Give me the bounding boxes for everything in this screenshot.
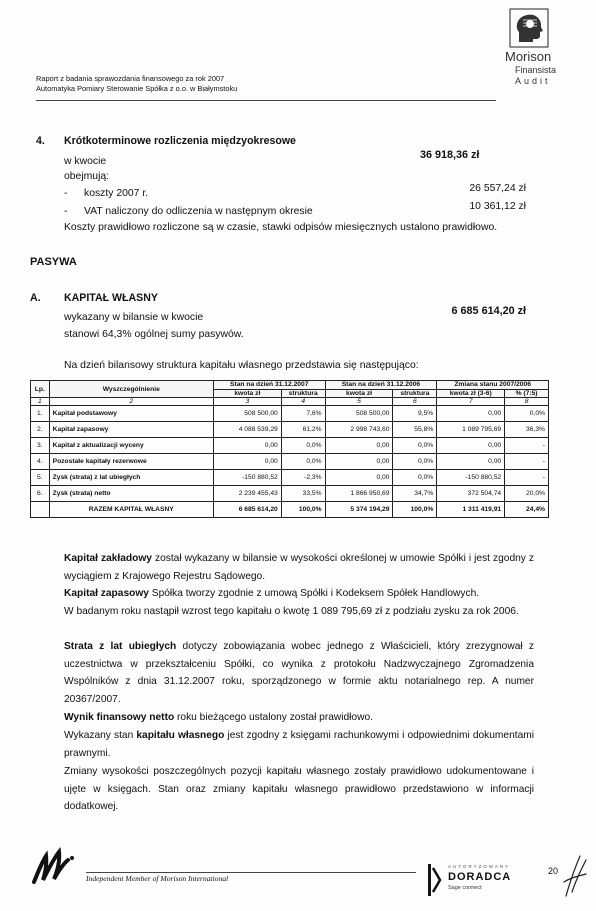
total-value-cell: 1 311 419,91 bbox=[437, 502, 505, 518]
index-cell: 8 bbox=[505, 398, 549, 406]
value-cell: 33,5% bbox=[281, 486, 325, 502]
value-cell: 0,0% bbox=[281, 438, 325, 454]
value-cell: 0,0% bbox=[393, 470, 437, 486]
company-name: Automatyka Pomiary Sterowanie Spółka z o.o. w Białymstoku bbox=[36, 84, 238, 93]
value-cell: 508 500,00 bbox=[325, 406, 393, 422]
doradca-top-text: AUTORYZOWANY bbox=[448, 864, 511, 869]
header-divider bbox=[36, 100, 496, 101]
col-2006: Stan na dzień 31.12.2006 bbox=[325, 381, 437, 390]
lp-cell: 1. bbox=[31, 406, 50, 422]
value-cell: 0,0% bbox=[281, 454, 325, 470]
item-cell: Zysk (strata) z lat ubiegłych bbox=[49, 470, 213, 486]
paragraph-equity-changes: Zmiany wysokości poszczególnych pozycji kapitału własnego zostały prawidłowo udokumentowane i ujęte w księgach. Stan oraz zmiany kapitału własnego prawidłowo przedstawiono w informacji dodatkowej. bbox=[64, 766, 534, 813]
bullet: - bbox=[64, 206, 68, 217]
report-header bbox=[36, 74, 237, 94]
value-cell: 372 504,74 bbox=[437, 486, 505, 502]
item-value: 10 361,12 zł bbox=[469, 201, 526, 212]
index-cell: 5 bbox=[325, 398, 393, 406]
value-cell: 34,7% bbox=[393, 486, 437, 502]
lp-cell bbox=[31, 502, 50, 518]
term-prior-losses: Strata z lat ubiegłych bbox=[64, 641, 177, 652]
lp-cell: 4. bbox=[31, 454, 50, 470]
total-value-cell: 6 685 614,20 bbox=[213, 502, 281, 518]
value-cell: 0,00 bbox=[437, 454, 505, 470]
value-cell: 4 088 539,29 bbox=[213, 422, 281, 438]
value-cell: -2,3% bbox=[281, 470, 325, 486]
col-kwota-diff: kwota zł (3-6) bbox=[437, 389, 505, 398]
section-a-line1: wykazany w bilansie w kwocie bbox=[64, 312, 204, 323]
table-row bbox=[31, 422, 549, 438]
doradca-bracket-icon bbox=[428, 864, 442, 896]
paragraph-reserve-capital bbox=[64, 585, 534, 603]
logo-subtitle: Finansista bbox=[515, 65, 557, 75]
table-row bbox=[31, 470, 549, 486]
item-cell: Pozostałe kapitały rezerwowe bbox=[49, 454, 213, 470]
text: Spółka tworzy zgodnie z umową Spółki i Kodeksem Spółek Handlowych. bbox=[148, 588, 480, 599]
index-cell: 6 bbox=[393, 398, 437, 406]
item-label: koszty 2007 r. bbox=[84, 188, 149, 199]
section-4-title: Krótkoterminowe rozliczenia międzyokresowe bbox=[64, 135, 296, 147]
amount-label: w kwocie bbox=[64, 156, 107, 167]
value-cell: 0,00 bbox=[213, 438, 281, 454]
value-cell: - bbox=[505, 470, 549, 486]
text: dotyczy zobowiązania wobec jednego z Właścicieli, który zrezygnował z uczestnictwa w przekształceniu Spółki, co wynika z protokołu Nadzwyczajnego Zgromadzenia Wspólników z dnia 31.12.2007 roku, sporządzonego w formie aktu notarialnego rep. A numer 20367/2007. bbox=[64, 641, 534, 705]
includes-label: obejmują: bbox=[64, 171, 110, 182]
doradca-logo bbox=[428, 862, 538, 902]
footer-member-text: Independent Member of Morison International bbox=[86, 874, 229, 883]
table-row bbox=[31, 406, 549, 422]
total-value-cell: 100,0% bbox=[393, 502, 437, 518]
table-header-row bbox=[31, 381, 549, 390]
value-cell: 0,00 bbox=[325, 438, 393, 454]
page-number: 20 bbox=[548, 866, 559, 876]
value-cell: - bbox=[505, 438, 549, 454]
total-value-cell: 5 374 194,29 bbox=[325, 502, 393, 518]
section-4-note: Koszty prawidłowo rozliczone są w czasie, stawki odpisów miesięcznych ustalono prawidłowo. bbox=[64, 222, 498, 233]
item-cell: Kapitał podstawowy bbox=[49, 406, 213, 422]
index-cell: 1 bbox=[31, 398, 50, 406]
col-kwota: kwota zł bbox=[325, 389, 393, 398]
text: Wykazany stan bbox=[64, 730, 137, 741]
value-cell: 0,00 bbox=[437, 438, 505, 454]
total-value-cell: 24,4% bbox=[505, 502, 549, 518]
paragraph-capital-increase: W badanym roku nastąpił wzrost tego kapitału o kwotę 1 089 795,69 zł z podziału zysku za rok 2006. bbox=[64, 606, 519, 617]
doradca-sub: Sage connect bbox=[448, 885, 482, 891]
value-cell: -150 880,52 bbox=[437, 470, 505, 486]
col-item: Wyszczególnienie bbox=[49, 381, 213, 398]
item-label: VAT naliczony do odliczenia w następnym okresie bbox=[84, 206, 313, 217]
item-cell: Zysk (strata) netto bbox=[49, 486, 213, 502]
term-share-capital: Kapitał zakładowy bbox=[64, 553, 152, 564]
value-cell: 508 500,00 bbox=[213, 406, 281, 422]
section-a-title: KAPITAŁ WŁASNY bbox=[64, 292, 158, 304]
value-cell: 20,0% bbox=[505, 486, 549, 502]
col-change: Zmiana stanu 2007/2006 bbox=[437, 381, 549, 390]
value-cell: 2 239 455,43 bbox=[213, 486, 281, 502]
col-2007: Stan na dzień 31.12.2007 bbox=[213, 381, 325, 390]
item-value: 26 557,24 zł bbox=[469, 183, 526, 194]
col-lp: Lp. bbox=[31, 381, 50, 398]
value-cell: 1 089 795,69 bbox=[437, 422, 505, 438]
doradca-name: DORADCA bbox=[448, 871, 512, 883]
value-cell: 61,2% bbox=[281, 422, 325, 438]
lp-cell: 2. bbox=[31, 422, 50, 438]
value-cell: 36,3% bbox=[505, 422, 549, 438]
handwritten-initials-signature bbox=[560, 852, 590, 902]
amount-value: 36 918,36 zł bbox=[420, 149, 480, 161]
lp-cell: 6. bbox=[31, 486, 50, 502]
value-cell: 0,00 bbox=[325, 470, 393, 486]
section-a-number: A. bbox=[30, 292, 41, 304]
equity-value: 6 685 614,20 zł bbox=[451, 305, 526, 317]
col-struktura: struktura bbox=[281, 389, 325, 398]
term-net-result: Wynik finansowy netto bbox=[64, 712, 175, 723]
value-cell: 9,5% bbox=[393, 406, 437, 422]
table-intro: Na dzień bilansowy struktura kapitału własnego przedstawia się następująco: bbox=[64, 360, 419, 371]
table-row bbox=[31, 454, 549, 470]
text: jest zgodny z księgami rachunkowymi i odpowiednimi dokumentami prawnymi. bbox=[64, 730, 534, 759]
term-reserve-capital: Kapitał zapasowy bbox=[64, 588, 149, 599]
value-cell: 0,0% bbox=[393, 454, 437, 470]
value-cell: 7,6% bbox=[281, 406, 325, 422]
value-cell: 2 998 743,60 bbox=[325, 422, 393, 438]
value-cell: 0,00 bbox=[325, 454, 393, 470]
index-cell: 3 bbox=[213, 398, 281, 406]
report-title: Raport z badania sprawozdania finansowego za rok 2007 bbox=[36, 74, 225, 83]
value-cell: -150 880,52 bbox=[213, 470, 281, 486]
value-cell: 0,0% bbox=[393, 438, 437, 454]
section-4-number: 4. bbox=[36, 135, 45, 147]
text: został wykazany w bilansie w wysokości określonej w umowie Spółki i jest zgodny z wyciągiem z Krajowego Rejestru Sądowego. bbox=[64, 553, 534, 582]
section-a-line2: stanowi 64,3% ogólnej sumy pasywów. bbox=[64, 329, 244, 340]
value-cell: 0,00 bbox=[437, 406, 505, 422]
paragraph-net-result bbox=[64, 709, 534, 727]
paragraph-prior-losses bbox=[64, 638, 534, 708]
equity-structure-table bbox=[30, 380, 549, 518]
col-pct: % (7:5) bbox=[505, 389, 549, 398]
total-label: RAZEM KAPITAŁ WŁASNY bbox=[49, 502, 213, 518]
lp-cell: 3. bbox=[31, 438, 50, 454]
index-cell: 2 bbox=[49, 398, 213, 406]
value-cell: 55,8% bbox=[393, 422, 437, 438]
logo-name: Morison bbox=[505, 49, 552, 64]
footer-divider bbox=[86, 872, 416, 873]
bullet: - bbox=[64, 188, 68, 199]
item-cell: Kapitał z aktualizacji wyceny bbox=[49, 438, 213, 454]
value-cell: 0,00 bbox=[213, 454, 281, 470]
index-cell: 4 bbox=[281, 398, 325, 406]
head-profile-logo-icon bbox=[509, 8, 549, 48]
table-index-row bbox=[31, 398, 549, 406]
index-cell: 7 bbox=[437, 398, 505, 406]
col-kwota: kwota zł bbox=[213, 389, 281, 398]
total-value-cell: 100,0% bbox=[281, 502, 325, 518]
table-row bbox=[31, 486, 549, 502]
term-equity: kapitału własnego bbox=[136, 730, 225, 741]
morison-logo bbox=[505, 8, 565, 108]
pasywa-heading: PASYWA bbox=[30, 256, 77, 268]
morison-m-logo-icon bbox=[32, 846, 76, 886]
table-total-row bbox=[31, 502, 549, 518]
lp-cell: 5. bbox=[31, 470, 50, 486]
paragraph-share-capital bbox=[64, 550, 534, 585]
value-cell: 1 866 950,69 bbox=[325, 486, 393, 502]
logo-subtitle-audit: Audit bbox=[515, 76, 551, 86]
col-struktura: struktura bbox=[393, 389, 437, 398]
text: roku bieżącego ustalony został prawidłowo. bbox=[174, 712, 373, 723]
value-cell: - bbox=[505, 454, 549, 470]
paragraph-equity-status bbox=[64, 727, 534, 762]
value-cell: 0,0% bbox=[505, 406, 549, 422]
item-cell: Kapitał zapasowy bbox=[49, 422, 213, 438]
table-row bbox=[31, 438, 549, 454]
